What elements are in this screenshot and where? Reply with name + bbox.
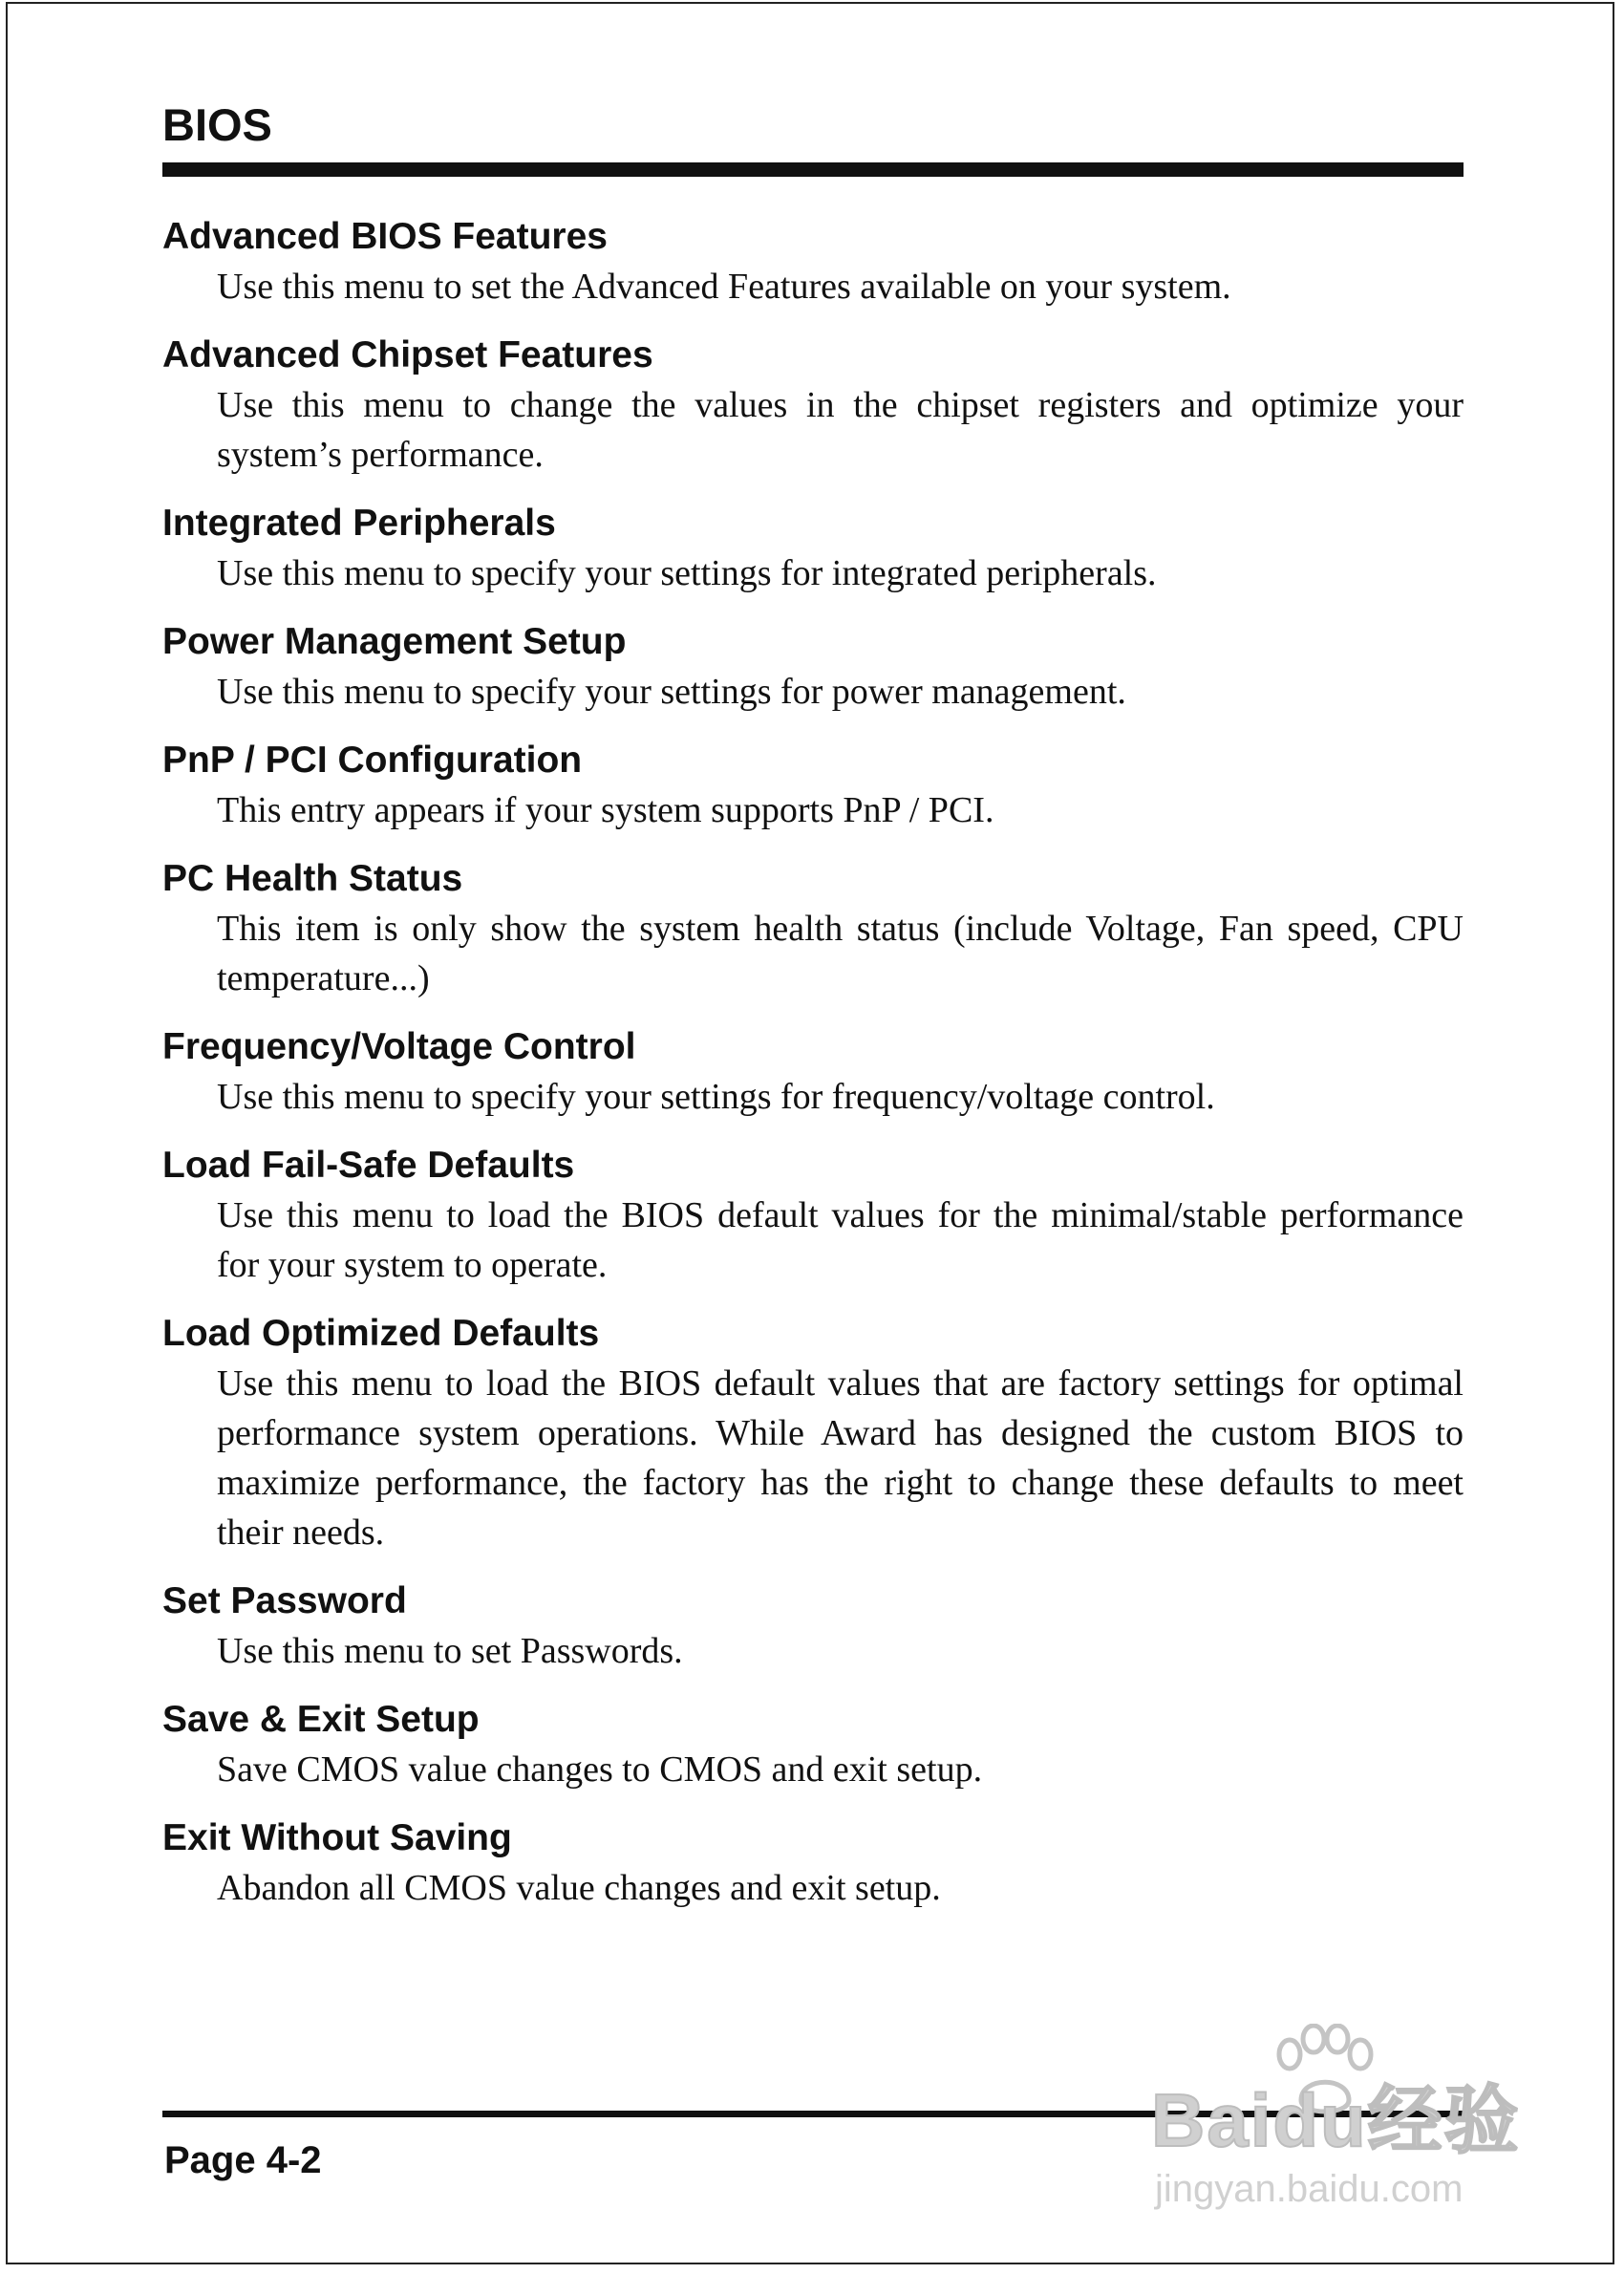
header-rule (162, 162, 1464, 177)
section-integrated-peripherals (162, 499, 1464, 598)
section-save-exit-setup (162, 1695, 1464, 1794)
section-power-management-setup (162, 617, 1464, 717)
section-description: Use this menu to set the Advanced Features available on your system. (217, 267, 1231, 307)
section-title: Advanced Chipset Features (162, 334, 653, 375)
page-number: Page 4-2 (164, 2139, 322, 2181)
section-description: Use this menu to specify your settings for power management. (217, 672, 1126, 712)
section-description: Use this menu to specify your settings for frequency/voltage control. (217, 1077, 1215, 1117)
section-load-fail-safe-defaults (162, 1141, 1464, 1290)
section-title: Integrated Peripherals (162, 503, 556, 544)
menu-descriptions (162, 212, 1464, 1913)
baidu-watermark (1151, 2024, 1533, 2215)
section-description: Use this menu to set Passwords. (217, 1631, 683, 1671)
section-description: Use this menu to change the values in the chipset registers and optimize your system’s performance. (217, 385, 1464, 475)
section-pnp-pci-configuration (162, 736, 1464, 835)
section-description: Save CMOS value changes to CMOS and exit setup. (217, 1749, 983, 1790)
section-description: Use this menu to specify your settings for integrated peripherals. (217, 553, 1157, 593)
section-title: PnP / PCI Configuration (162, 740, 583, 781)
section-description: This entry appears if your system supports PnP / PCI. (217, 790, 994, 830)
section-frequency-voltage-control (162, 1022, 1464, 1122)
section-set-password (162, 1577, 1464, 1676)
section-title: Frequency/Voltage Control (162, 1026, 636, 1067)
section-title: Exit Without Saving (162, 1817, 512, 1858)
section-pc-health-status (162, 854, 1464, 1003)
section-title: Load Optimized Defaults (162, 1313, 600, 1354)
watermark-brand: Baidu经验 (1151, 2078, 1521, 2162)
page-title: BIOS (162, 99, 272, 150)
section-load-optimized-defaults (162, 1309, 1464, 1557)
section-title: PC Health Status (162, 858, 463, 899)
watermark-url: jingyan.baidu.com (1155, 2168, 1464, 2210)
section-advanced-chipset-features (162, 331, 1464, 480)
section-description: Abandon all CMOS value changes and exit setup. (217, 1868, 941, 1908)
section-exit-without-saving (162, 1813, 1464, 1913)
section-title: Save & Exit Setup (162, 1699, 480, 1740)
section-title: Set Password (162, 1580, 407, 1621)
section-description: This item is only show the system health status (include Voltage, Fan speed, CPU temperature...) (217, 909, 1464, 998)
section-description: Use this menu to load the BIOS default values for the minimal/stable performance for your system to operate. (217, 1195, 1464, 1285)
section-title: Power Management Setup (162, 621, 627, 662)
section-description: Use this menu to load the BIOS default values that are factory settings for optimal performance system operations. While Award has designed the custom BIOS to maximize performance, the factory has the right to change these defaults to meet their needs. (217, 1363, 1464, 1553)
section-title: Load Fail-Safe Defaults (162, 1145, 575, 1186)
section-advanced-bios-features (162, 212, 1464, 311)
section-title: Advanced BIOS Features (162, 216, 608, 257)
